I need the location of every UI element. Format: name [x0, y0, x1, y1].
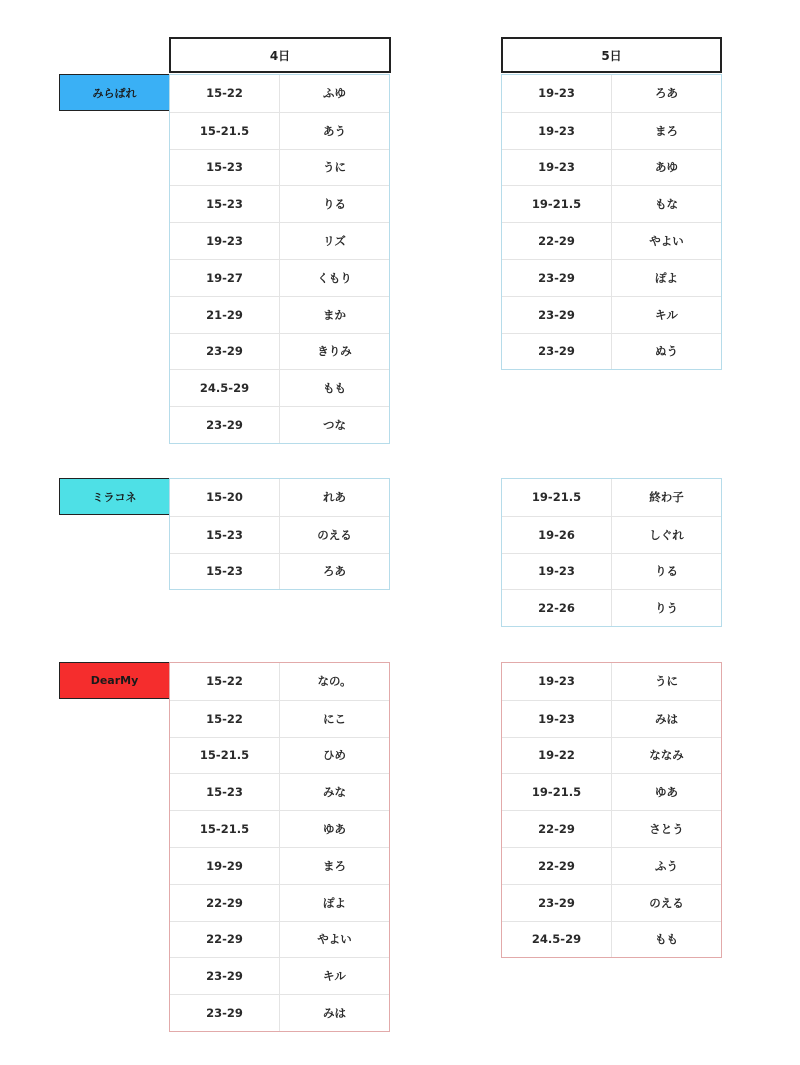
- member-name: ふう: [655, 858, 678, 873]
- shift-row: [502, 516, 721, 553]
- day5-header-label: 5日: [601, 48, 622, 63]
- shift-row: [502, 222, 721, 259]
- member-name: りう: [655, 601, 678, 616]
- shift-row: [170, 516, 389, 553]
- member-name: まか: [323, 307, 346, 322]
- shift-row: [502, 589, 721, 626]
- shift-row: [502, 75, 721, 112]
- shift-row: [502, 296, 721, 333]
- mirapare-day5-table: [501, 74, 722, 370]
- shift-time: 15-21.5: [170, 113, 280, 149]
- shift-time: 15-23: [170, 774, 280, 810]
- shift-row: [502, 921, 721, 958]
- shift-row: [502, 553, 721, 590]
- day5-header: [501, 37, 722, 73]
- member-name: ろあ: [323, 564, 346, 579]
- shift-row: [502, 884, 721, 921]
- member-name: しぐれ: [649, 527, 684, 542]
- shift-time: 15-23: [170, 554, 280, 590]
- member-name: ろあ: [655, 86, 678, 101]
- member-name: みな: [323, 785, 346, 800]
- shift-time: 19-27: [170, 260, 280, 296]
- group-tag-label: DearMy: [90, 674, 139, 687]
- shift-time: 23-29: [502, 885, 612, 921]
- shift-row: [502, 185, 721, 222]
- miracone-day4-table: [169, 478, 390, 590]
- member-name: くもり: [317, 270, 352, 285]
- dearmy-day4-table: [169, 662, 390, 1032]
- member-name: まろ: [655, 123, 678, 138]
- group-tag-label: ミラコネ: [92, 490, 137, 504]
- mirapare-day4-table: [169, 74, 390, 444]
- shift-time: 19-23: [502, 663, 612, 700]
- shift-row: [170, 259, 389, 296]
- shift-time: 19-23: [502, 150, 612, 186]
- member-name: もな: [655, 197, 678, 212]
- shift-time: 22-29: [502, 848, 612, 884]
- shift-row: [502, 333, 721, 370]
- member-name: あう: [323, 123, 346, 138]
- shift-row: [170, 957, 389, 994]
- shift-time: 15-20: [170, 479, 280, 516]
- shift-time: 22-29: [170, 922, 280, 958]
- shift-row: [170, 112, 389, 149]
- group-tag-mirapare: [59, 74, 170, 111]
- member-name: れあ: [323, 490, 346, 505]
- shift-row: [170, 553, 389, 590]
- shift-time: 15-22: [170, 75, 280, 112]
- shift-time: 22-26: [502, 590, 612, 626]
- shift-time: 19-23: [502, 554, 612, 590]
- member-name: のえる: [649, 895, 684, 910]
- shift-time: 15-21.5: [170, 738, 280, 774]
- member-name: ぬう: [655, 344, 678, 359]
- member-name: まろ: [323, 858, 346, 873]
- shift-row: [170, 700, 389, 737]
- member-name: つな: [323, 418, 346, 433]
- shift-row: [502, 149, 721, 186]
- member-name: うに: [655, 674, 678, 689]
- shift-time: 19-29: [170, 848, 280, 884]
- shift-time: 23-29: [502, 260, 612, 296]
- shift-row: [502, 112, 721, 149]
- shift-row: [170, 663, 389, 700]
- shift-row: [170, 847, 389, 884]
- shift-time: 23-29: [170, 334, 280, 370]
- member-name: ゆあ: [655, 785, 678, 800]
- shift-row: [170, 884, 389, 921]
- member-name: なの。: [317, 674, 352, 689]
- shift-row: [170, 406, 389, 443]
- shift-time: 24.5-29: [502, 922, 612, 958]
- shift-time: 19-23: [502, 113, 612, 149]
- shift-time: 19-21.5: [502, 774, 612, 810]
- shift-row: [170, 994, 389, 1031]
- shift-row: [170, 222, 389, 259]
- shift-row: [502, 773, 721, 810]
- member-name: ゆあ: [323, 822, 346, 837]
- member-name: ななみ: [649, 748, 684, 763]
- dearmy-day5-table: [501, 662, 722, 958]
- shift-time: 23-29: [170, 995, 280, 1031]
- shift-time: 24.5-29: [170, 370, 280, 406]
- shift-time: 15-22: [170, 663, 280, 700]
- group-tag-label: みらぱれ: [92, 86, 137, 100]
- shift-time: 22-29: [502, 811, 612, 847]
- member-name: きりみ: [317, 344, 352, 359]
- shift-row: [170, 75, 389, 112]
- shift-row: [502, 479, 721, 516]
- shift-time: 15-23: [170, 150, 280, 186]
- shift-row: [170, 921, 389, 958]
- shift-time: 19-22: [502, 738, 612, 774]
- member-name: ひめ: [323, 748, 346, 763]
- shift-time: 21-29: [170, 297, 280, 333]
- member-name: りる: [323, 197, 346, 212]
- shift-row: [502, 810, 721, 847]
- member-name: もも: [323, 381, 346, 396]
- shift-row: [170, 773, 389, 810]
- member-name: やよい: [649, 234, 684, 249]
- member-name: ふゆ: [323, 86, 346, 101]
- shift-time: 22-29: [502, 223, 612, 259]
- member-name: あゆ: [655, 160, 678, 175]
- shift-row: [502, 737, 721, 774]
- shift-row: [170, 369, 389, 406]
- member-name: うに: [323, 160, 346, 175]
- shift-time: 19-23: [502, 701, 612, 737]
- shift-row: [502, 847, 721, 884]
- shift-time: 23-29: [502, 297, 612, 333]
- shift-row: [502, 259, 721, 296]
- member-name: のえる: [317, 527, 352, 542]
- day4-header: [169, 37, 391, 73]
- member-name: さとう: [649, 822, 684, 837]
- shift-row: [170, 810, 389, 847]
- member-name: キル: [323, 969, 346, 984]
- shift-row: [170, 296, 389, 333]
- member-name: リズ: [323, 234, 346, 249]
- member-name: みは: [655, 711, 678, 726]
- member-name: キル: [655, 307, 678, 322]
- shift-row: [502, 700, 721, 737]
- shift-row: [170, 185, 389, 222]
- shift-time: 15-23: [170, 186, 280, 222]
- shift-time: 15-23: [170, 517, 280, 553]
- member-name: りる: [655, 564, 678, 579]
- shift-row: [170, 333, 389, 370]
- day4-header-label: 4日: [269, 48, 291, 63]
- member-name: やよい: [317, 932, 352, 947]
- shift-time: 23-29: [170, 407, 280, 443]
- shift-time: 15-22: [170, 701, 280, 737]
- shift-row: [170, 737, 389, 774]
- shift-time: 19-23: [170, 223, 280, 259]
- shift-time: 15-21.5: [170, 811, 280, 847]
- shift-time: 22-29: [170, 885, 280, 921]
- group-tag-dearmy: [59, 662, 170, 699]
- shift-time: 19-21.5: [502, 186, 612, 222]
- member-name: にこ: [323, 711, 346, 726]
- group-tag-miracone: [59, 478, 170, 515]
- shift-row: [170, 479, 389, 516]
- shift-time: 19-26: [502, 517, 612, 553]
- member-name: 終わ子: [649, 490, 684, 505]
- member-name: みは: [323, 1006, 346, 1021]
- shift-time: 23-29: [170, 958, 280, 994]
- shift-row: [170, 149, 389, 186]
- shift-row: [502, 663, 721, 700]
- shift-time: 23-29: [502, 334, 612, 370]
- member-name: ぽよ: [323, 895, 346, 910]
- shift-time: 19-21.5: [502, 479, 612, 516]
- member-name: ぽよ: [655, 270, 678, 285]
- member-name: もも: [655, 932, 678, 947]
- miracone-day5-table: [501, 478, 722, 627]
- shift-time: 19-23: [502, 75, 612, 112]
